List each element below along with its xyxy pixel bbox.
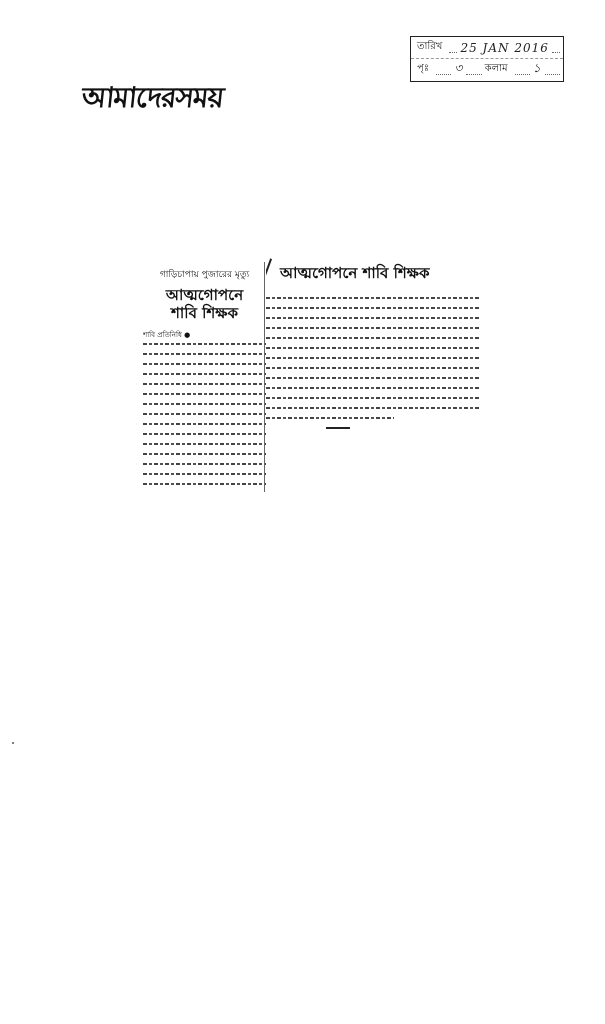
scan-speck — [12, 742, 14, 744]
text-line — [266, 347, 479, 349]
stamp-dots — [466, 65, 481, 75]
news-clipping-right — [266, 258, 479, 453]
newspaper-masthead: আমাদেরসময় — [80, 81, 225, 114]
text-line — [143, 353, 266, 355]
text-line — [266, 357, 479, 359]
text-line — [266, 387, 479, 389]
text-line — [143, 463, 266, 465]
stamp-page-label: পৃঃ — [417, 63, 430, 74]
stamp-date-label: তারিখ — [417, 41, 443, 52]
text-line — [266, 397, 479, 399]
clipping-headline — [143, 286, 266, 322]
stamp-dots — [436, 65, 451, 75]
stamp-date-value: 25 JAN 2016 — [460, 40, 549, 55]
text-line — [266, 377, 479, 379]
text-line — [143, 373, 266, 375]
headline-slash-mark — [266, 258, 272, 281]
headline-line-2: শাবি শিক্ষক — [171, 304, 238, 322]
text-line — [266, 407, 479, 409]
stamp-date-row — [411, 37, 563, 58]
text-line — [266, 327, 479, 329]
text-line — [143, 453, 266, 455]
clipping-body-text-right — [266, 297, 479, 419]
news-clipping-left — [143, 265, 266, 500]
text-line — [143, 473, 266, 475]
text-line — [266, 417, 394, 419]
text-line — [143, 413, 266, 415]
column-divider — [264, 262, 265, 492]
text-line — [143, 433, 266, 435]
stamp-dots — [449, 43, 457, 53]
headline-line-1: আত্মগোপনে — [165, 286, 244, 304]
clipping-kicker: গাড়িচাপায় পুজারের মৃত্যু — [159, 270, 250, 280]
text-line — [143, 443, 266, 445]
text-line — [266, 317, 479, 319]
text-line — [143, 403, 266, 405]
stamp-page-value: ৩ — [454, 60, 464, 75]
clipping-byline: শাবি প্রতিনিধি ● — [143, 331, 191, 339]
clipping-body-text — [143, 330, 266, 485]
stamp-column-value: ১ — [532, 60, 542, 75]
text-line — [266, 307, 479, 309]
archive-date-stamp — [410, 36, 564, 82]
stamp-dots — [552, 43, 560, 53]
text-line — [143, 423, 266, 425]
text-line — [266, 337, 479, 339]
text-line — [143, 393, 266, 395]
text-line — [143, 483, 266, 485]
text-line — [143, 363, 266, 365]
stamp-dots — [515, 65, 530, 75]
clipping-headline-right: আত্মগোপনে শাবি শিক্ষক — [280, 264, 430, 282]
stamp-dots — [545, 65, 560, 75]
stamp-column-label: কলাম — [484, 63, 508, 74]
text-line — [266, 297, 479, 299]
article-end-mark — [326, 427, 350, 429]
text-line — [143, 343, 266, 345]
stamp-page-row — [411, 58, 563, 80]
text-line — [143, 383, 266, 385]
text-line — [266, 367, 479, 369]
